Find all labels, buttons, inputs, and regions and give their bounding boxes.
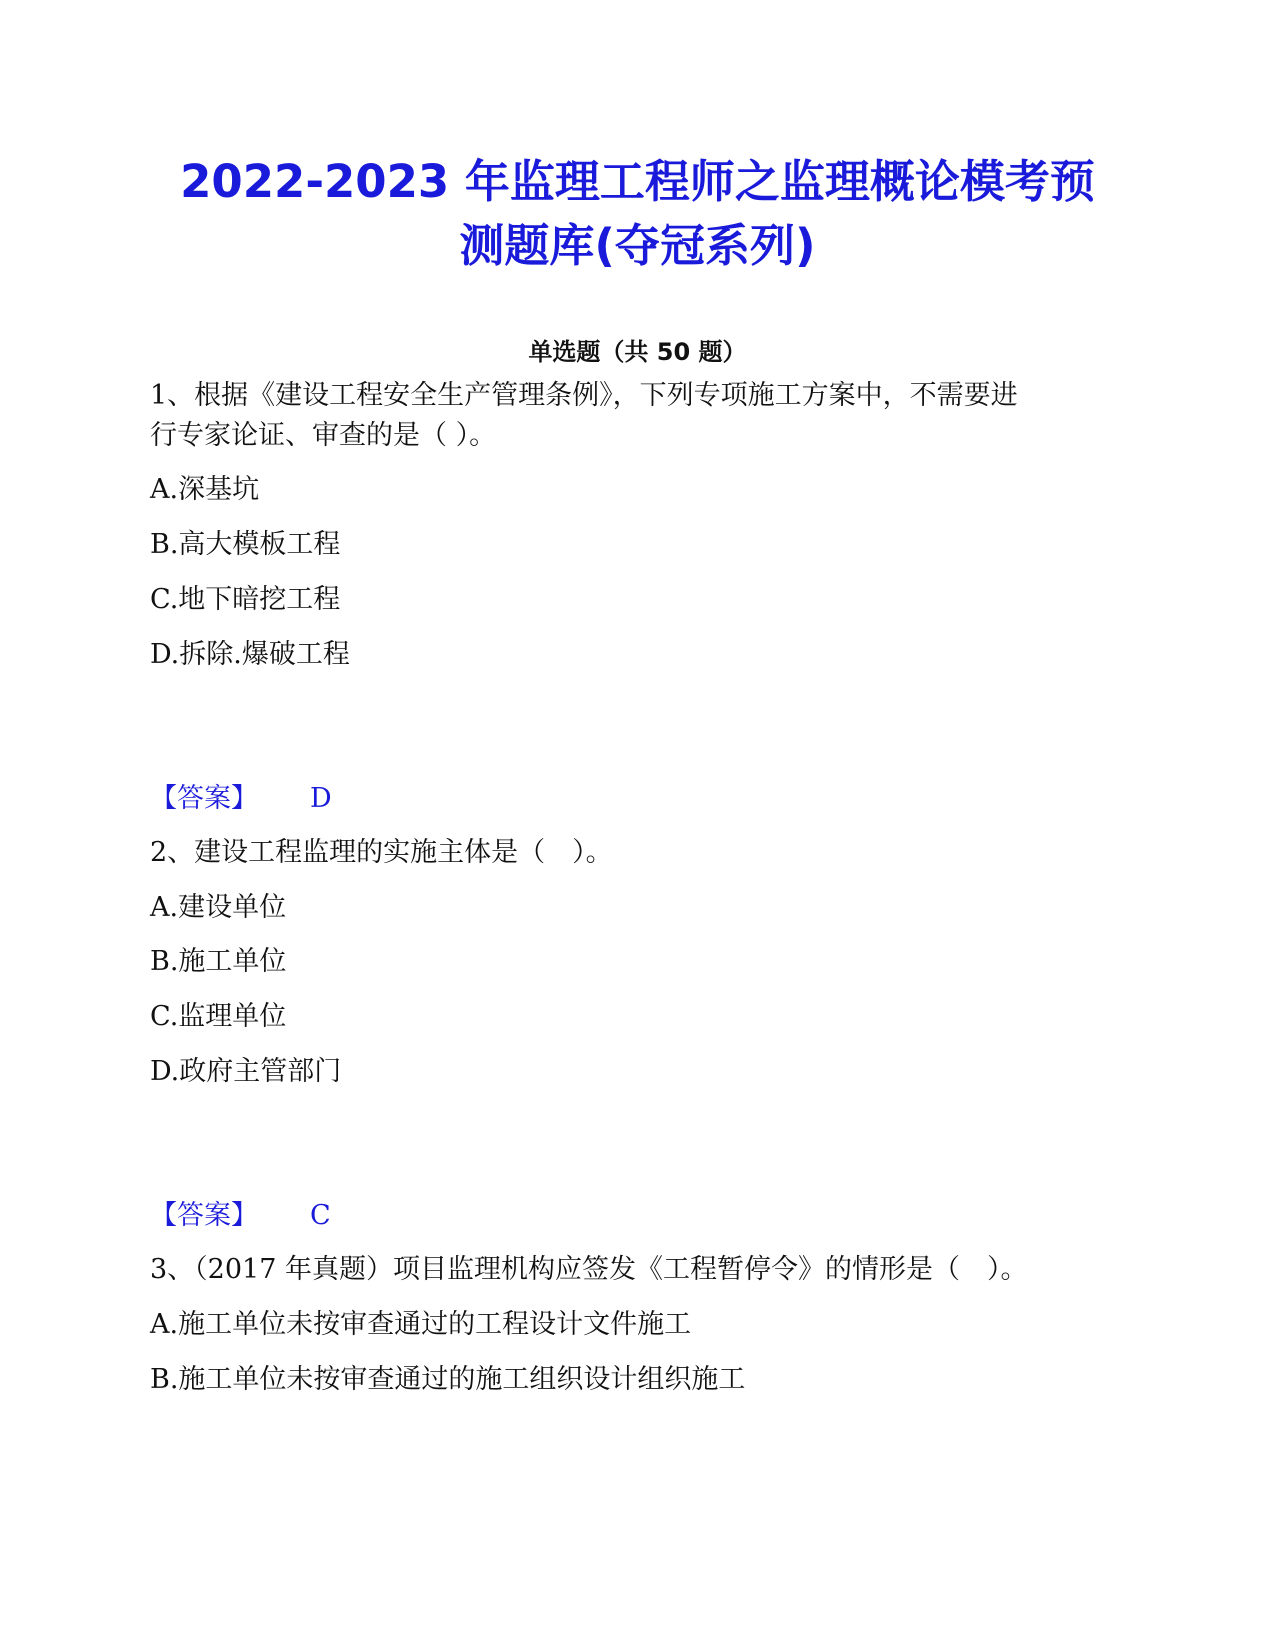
question-1-option-a: A.深基坑 [150,474,260,505]
question-2-option-b: B.施工单位 [150,946,287,977]
question-2-option-a: A.建设单位 [150,892,287,923]
question-2-option-c: C.监理单位 [150,1001,287,1032]
question-1-stem-line-2: 行专家论证、审查的是（ ）。 [150,420,497,451]
question-2-stem: 2、建设工程监理的实施主体是（ ）。 [150,837,613,868]
answer-key: C [310,1200,331,1231]
question-3-option-b: B.施工单位未按审查通过的施工组织设计组织施工 [150,1364,746,1395]
question-1-option-c: C.地下暗挖工程 [150,584,341,615]
question-1-stem-line-1: 1、根据《建设工程安全生产管理条例》，下列专项施工方案中，不需要进 [150,380,1018,411]
title-line-2: 测题库(夺冠系列) [459,219,816,272]
answer-key: D [310,783,332,814]
answer-label: 【答案】 [150,1200,258,1231]
question-2-option-d: D.政府主管部门 [150,1056,342,1087]
section-heading: 单选题（共 50 题） [528,338,747,366]
question-2-answer [150,1200,331,1232]
document-title [120,150,1155,278]
question-1-option-b: B.高大模板工程 [150,529,341,560]
title-line-1: 2022-2023 年监理工程师之监理概论模考预 [180,155,1095,208]
question-3-stem: 3、（2017 年真题）项目监理机构应签发《工程暂停令》的情形是（ ）。 [150,1254,1028,1285]
answer-label: 【答案】 [150,783,258,814]
question-3-option-a: A.施工单位未按审查通过的工程设计文件施工 [150,1309,692,1340]
question-1-option-d: D.拆除.爆破工程 [150,639,350,670]
question-1-answer [150,783,332,815]
